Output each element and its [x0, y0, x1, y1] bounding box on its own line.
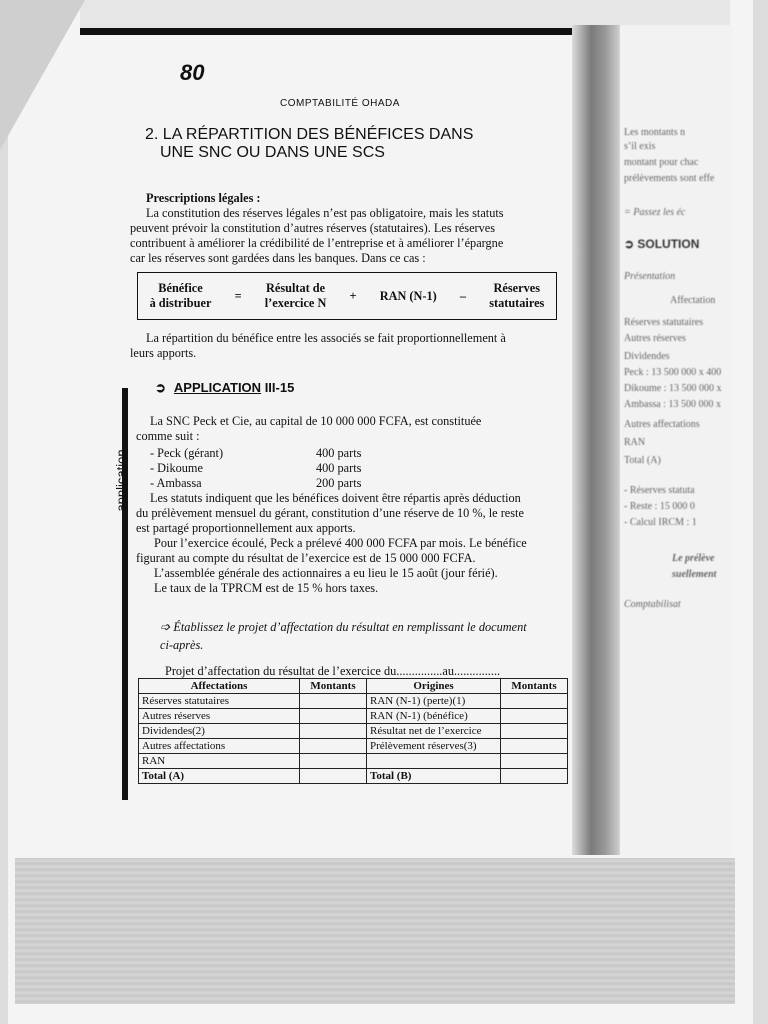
right-page-line: - Réserves statuta	[624, 485, 695, 496]
allocation-table	[138, 678, 568, 784]
scan-top-band	[80, 0, 730, 28]
right-page-line: montant pour chac	[624, 157, 699, 168]
table-cell	[501, 694, 568, 709]
right-page-line: Dikoume : 13 500 000 x	[624, 383, 722, 394]
right-page-line: prélèvements sont effe	[624, 173, 715, 184]
formula-text: statutaires	[489, 296, 545, 310]
section-title-line: UNE SNC OU DANS UNE SCS	[160, 144, 385, 161]
right-page-line: Présentation	[624, 271, 676, 282]
paragraph-line: La SNC Peck et Cie, au capital de 10 000 000 FCFA, est constituée	[150, 414, 482, 428]
table-row	[139, 694, 568, 709]
formula-operator: =	[234, 288, 242, 303]
application-side-label	[112, 430, 130, 530]
application-intro	[136, 414, 568, 444]
table-cell: Résultat net de l’exercice	[367, 724, 501, 739]
paragraph-line: figurant au compte du résultat de l’exercice est de 15 000 000 FCFA.	[136, 551, 476, 565]
prescriptions-heading: Prescriptions légales :	[146, 191, 261, 205]
right-page-line: Affectation	[670, 295, 716, 306]
right-page-fragment	[620, 25, 732, 855]
book-gutter	[572, 25, 620, 855]
application-text	[136, 491, 568, 596]
formula-text: l’exercice N	[264, 296, 327, 310]
right-page-line: Autres réserves	[624, 333, 686, 344]
table-cell: RAN (N-1) (perte)(1)	[367, 694, 501, 709]
paragraph-line: du prélèvement mensuel du gérant, constitution d’une réserve de 10 %, le reste	[136, 506, 524, 520]
paragraph-line: comme suit :	[136, 429, 200, 443]
right-page-line: Dividendes	[624, 351, 670, 362]
table-row	[139, 724, 568, 739]
folded-corner	[0, 0, 85, 150]
distribution-paragraph	[130, 331, 562, 361]
table-cell	[300, 754, 367, 769]
table-cell: Total (B)	[367, 769, 501, 784]
right-page-line: - Reste : 15 000 0	[624, 501, 695, 512]
scan-top-shadow	[80, 28, 580, 35]
formula-term	[489, 281, 544, 311]
paragraph-line: L’assemblée générale des actionnaires a eu lieu le 15 août (jour férié).	[154, 566, 498, 580]
table-cell: RAN	[139, 754, 300, 769]
partner-row	[150, 446, 361, 461]
application-label: APPLICATION	[173, 380, 262, 395]
paragraph-line: peuvent prévoir la constitution d’autres réserves (statutaires). Les réserves	[130, 221, 496, 235]
partner-name: - Ambassa	[150, 476, 202, 490]
paragraph-line: Les statuts indiquent que les bénéfices doivent être répartis après déduction	[150, 491, 521, 505]
task-line: ci-après.	[160, 638, 204, 652]
column-header: Montants	[300, 679, 367, 694]
partner-parts: 400 parts	[316, 461, 362, 475]
column-header: Affectations	[139, 679, 300, 694]
right-page-line: Ambassa : 13 500 000 x	[624, 399, 721, 410]
table-cell: Dividendes(2)	[139, 724, 300, 739]
paragraph-line: Pour l’exercice écoulé, Peck a prélevé 400 000 FCFA par mois. Le bénéfice	[154, 536, 527, 550]
partner-parts: 200 parts	[316, 476, 362, 490]
table-cell	[501, 709, 568, 724]
table-cell: Total (A)	[139, 769, 300, 784]
right-page-line: Les montants n	[624, 127, 686, 138]
right-page-line: RAN	[624, 437, 646, 448]
table-cell	[501, 739, 568, 754]
right-page-line: Comptabilisat	[624, 599, 681, 610]
paragraph-line: leurs apports.	[130, 346, 197, 360]
table-cell	[367, 754, 501, 769]
formula-term	[150, 281, 212, 311]
formula-operator: +	[349, 288, 357, 303]
paragraph-line: contribuent à améliorer la crédibilité de l’entreprise et à améliorer l’épargne	[130, 236, 504, 250]
paragraph-line: La répartition du bénéfice entre les associés se fait proportionnellement à	[146, 331, 506, 345]
right-page-line: Peck : 13 500 000 x 400	[624, 367, 722, 378]
right-page-line: ➲ SOLUTION	[624, 237, 700, 251]
page-number: 80	[180, 60, 205, 85]
task-line: ➩ Établissez le projet d’affectation du résultat en remplissant le document	[160, 620, 527, 634]
paragraph-line: La constitution des réserves légales n’est pas obligatoire, mais les statuts	[146, 206, 504, 220]
right-page-line: - Calcul IRCM : 1	[624, 517, 697, 528]
right-page-line: Autres affectations	[624, 419, 700, 430]
partner-name: - Peck (gérant)	[150, 446, 224, 460]
partner-parts: 400 parts	[316, 446, 362, 460]
prescriptions-block	[130, 191, 562, 266]
table-cell	[501, 724, 568, 739]
profit-formula-box	[137, 272, 557, 320]
table-total-row	[139, 769, 568, 784]
side-label-text: application	[113, 448, 129, 512]
table-cell: Prélèvement réserves(3)	[367, 739, 501, 754]
right-page-line: Réserves statutaires	[624, 317, 704, 328]
table-cell	[300, 694, 367, 709]
partner-row	[150, 476, 361, 491]
column-header: Montants	[501, 679, 568, 694]
table-cell	[300, 739, 367, 754]
paragraph-line: Le taux de la TPRCM est de 15 % hors taxes.	[154, 581, 379, 595]
table-header-row	[139, 679, 568, 694]
table-cell: Autres réserves	[139, 709, 300, 724]
formula-text: à distribuer	[149, 296, 212, 310]
formula-term: RAN (N-1)	[379, 288, 437, 303]
application-heading	[155, 380, 294, 396]
table-caption: Projet d’affectation du résultat de l’exercice du...............au...............	[165, 664, 501, 678]
right-page-line: Total (A)	[624, 455, 661, 466]
running-head: COMPTABILITÉ OHADA	[280, 98, 400, 109]
formula-text: Résultat de	[266, 281, 326, 295]
task-instruction	[160, 618, 570, 654]
table-cell	[501, 769, 568, 784]
table-cell: RAN (N-1) (bénéfice)	[367, 709, 501, 724]
table-cell: Autres affectations	[139, 739, 300, 754]
table-cell: Réserves statutaires	[139, 694, 300, 709]
table-cell	[300, 709, 367, 724]
partners-list	[150, 446, 361, 491]
column-header: Origines	[367, 679, 501, 694]
right-page-line: = Passez les éc	[624, 207, 686, 218]
table-row	[139, 754, 568, 769]
section-title-line: 2. LA RÉPARTITION DES BÉNÉFICES DANS	[145, 126, 474, 143]
partner-name: - Dikoume	[150, 461, 203, 475]
formula-text: Bénéfice	[158, 281, 203, 295]
right-page-line: suellement	[672, 569, 717, 580]
table-row	[139, 709, 568, 724]
section-title	[145, 126, 473, 162]
right-page-line: Le prélève	[672, 553, 715, 564]
paragraph-line: car les réserves sont gardées dans les banques. Dans ce cas :	[130, 251, 426, 265]
scan-bottom-band	[15, 858, 735, 1004]
table-row	[139, 739, 568, 754]
table-cell	[300, 724, 367, 739]
formula-operator: –	[459, 288, 467, 303]
formula-term	[265, 281, 327, 311]
table-cell	[501, 754, 568, 769]
paragraph-line: est partagé proportionnellement aux apports.	[136, 521, 356, 535]
arrow-icon: ➲	[155, 380, 166, 395]
partner-row	[150, 461, 361, 476]
right-page-line: s’il exis	[624, 141, 656, 152]
application-number: III-15	[264, 380, 295, 395]
table-cell	[300, 769, 367, 784]
formula-text: Réserves	[493, 281, 540, 295]
